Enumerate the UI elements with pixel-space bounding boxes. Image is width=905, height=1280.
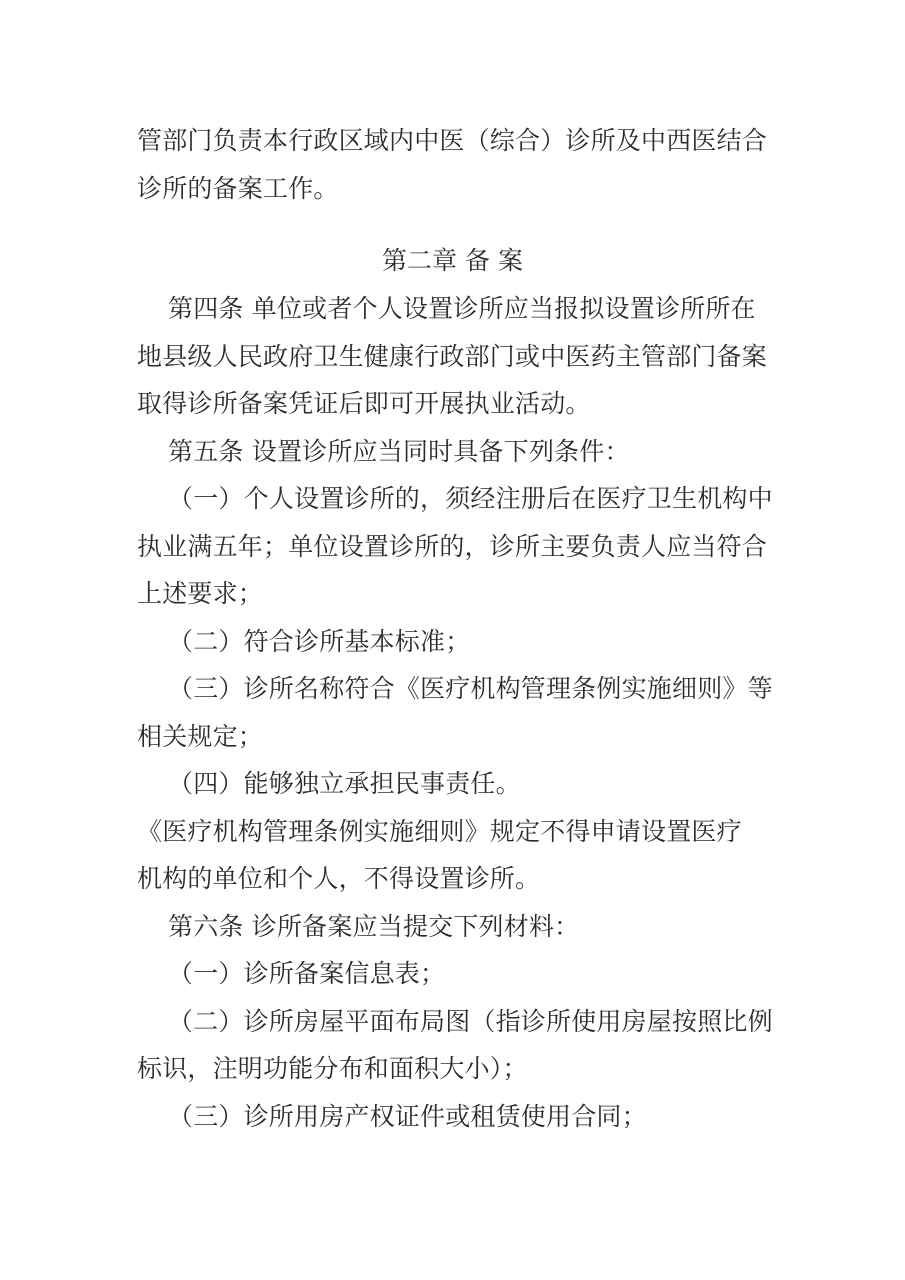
intro-line-1: 管部门负责本行政区域内中医（综合）诊所及中西医结合 [137, 126, 768, 155]
article-6-item-3: （三）诊所用房产权证件或租赁使用合同； [168, 1102, 647, 1131]
article-4-line-3: 取得诊所备案凭证后即可开展执业活动。 [137, 389, 591, 418]
article-5-note-line-2: 机构的单位和个人，不得设置诊所。 [137, 864, 541, 893]
article-6-title: 第六条 诊所备案应当提交下列材料： [168, 912, 580, 941]
article-5-item-3-line-2: 相关规定； [137, 722, 264, 751]
article-5-title: 第五条 设置诊所应当同时具备下列条件： [168, 437, 630, 466]
article-5-item-1-line-2: 执业满五年；单位设置诊所的，诊所主要负责人应当符合 [137, 532, 768, 561]
article-4-line-1: 第四条 单位或者个人设置诊所应当报拟设置诊所所在 [168, 294, 756, 323]
article-5-item-1-line-1: （一）个人设置诊所的，须经注册后在医疗卫生机构中 [168, 484, 773, 513]
article-6-item-1: （一）诊所备案信息表； [168, 959, 446, 988]
article-5-item-3-line-1: （三）诊所名称符合《医疗机构管理条例实施细则》等 [168, 674, 773, 703]
article-6-item-2-line-2: 标识，注明功能分布和面积大小）； [137, 1054, 528, 1083]
chapter-heading: 第二章 备 案 [382, 246, 523, 275]
article-5-note-line-1: 《医疗机构管理条例实施细则》规定不得申请设置医疗 [137, 817, 742, 846]
article-5-item-4: （四）能够独立承担民事责任。 [168, 769, 521, 798]
article-5-item-1-line-3: 上述要求； [137, 579, 264, 608]
intro-line-2: 诊所的备案工作。 [137, 174, 339, 203]
article-4-line-2: 地县级人民政府卫生健康行政部门或中医药主管部门备案 [137, 342, 768, 371]
article-5-item-2: （二）符合诊所基本标准； [168, 627, 471, 656]
article-6-item-2-line-1: （二）诊所房屋平面布局图（指诊所使用房屋按照比例 [168, 1007, 773, 1036]
